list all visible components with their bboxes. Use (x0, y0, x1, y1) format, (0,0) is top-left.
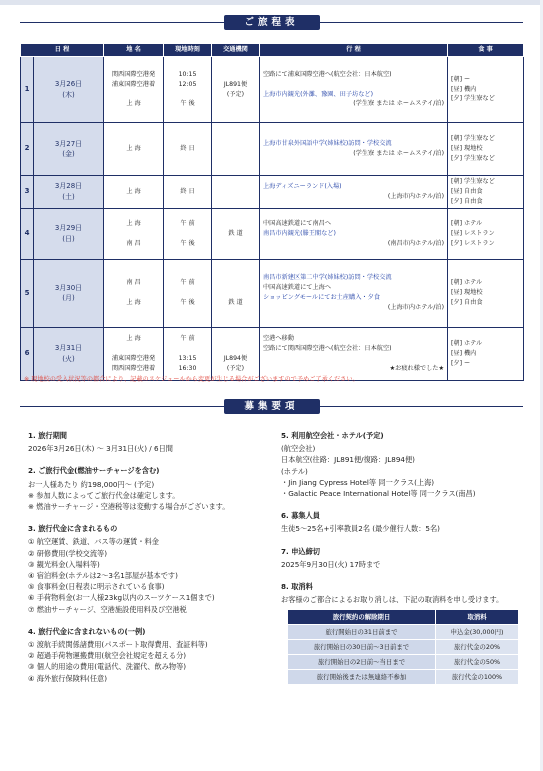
meal-line: [夕] 学生寮など (451, 95, 495, 103)
recruit-block (281, 430, 531, 499)
cancel-fee: 旅行代金の50% (436, 655, 519, 670)
day-weekday: (月) (62, 294, 75, 303)
recruit-block (28, 430, 268, 454)
recruit-line: お客様のご都合によるお取り消しは、下記の取消料を申し受けます。 (281, 595, 504, 605)
recruit-line: ② 研修費用(学校交流等) (28, 548, 108, 558)
schedule-line: 上海市内観光(外灘、豫園、田子坊など) (263, 90, 374, 98)
meal-line: [朝] ホテル (451, 219, 483, 227)
cancel-period: 旅行開始後または無連絡不参加 (288, 670, 436, 685)
day-meals (448, 259, 524, 327)
schedule-line: 空港へ移動 (263, 334, 294, 342)
day-place: 上 海 (104, 123, 164, 176)
schedule-line: 空路にて関西国際空港へ(航空会社：日本航空) (263, 344, 392, 352)
meal-line: [昼] 機内 (451, 349, 477, 357)
meal-line: [夕] 自由食 (451, 197, 483, 205)
recruit-heading: 7. 申込締切 (281, 546, 320, 556)
day-number: 2 (21, 123, 34, 176)
day-schedule (260, 208, 448, 259)
cancellation-table (287, 609, 519, 685)
recruit-line: (航空会社) (281, 444, 316, 454)
day-date (34, 208, 104, 259)
day-date-text: 3月31日 (54, 344, 83, 353)
recruit-line: ① 航空運賃、鉄道、バス等の運賃・料金 (28, 537, 159, 547)
recruit-line: ⑦ 燃油サーチャージ、空港施設使用料及び空港税 (28, 604, 187, 614)
meal-line: [朝] ホテル (451, 339, 483, 347)
day-transport (212, 176, 260, 209)
top-strip (0, 0, 543, 5)
schedule-line: ★お疲れ様でした★ (389, 364, 444, 372)
cancellation-header-row (288, 610, 519, 625)
meal-line: [昼] 現地校 (451, 289, 483, 297)
day-transport: JL894便 (予定) (212, 327, 260, 380)
recruit-block (28, 626, 268, 684)
cancel-period: 旅行開始日の31日前まで (288, 625, 436, 640)
day-date-text: 3月30日 (54, 283, 83, 292)
day-date (34, 57, 104, 123)
day-schedule (260, 123, 448, 176)
day-schedule (260, 176, 448, 209)
recruit-line: お一人様あたり 約198,000円～ (予定) (28, 479, 155, 489)
header-date: 日 程 (21, 44, 104, 57)
schedule-line: 南昌市内観光(滕王閣など) (263, 229, 336, 237)
schedule-line: (学生寮 または ホームステイ/泊) (353, 100, 444, 108)
recruit-heading: 6. 募集人員 (281, 511, 320, 521)
cancellation-row (288, 625, 519, 640)
recruit-heading: 3. 旅行代金に含まれるもの (28, 524, 118, 534)
itinerary-header-row (21, 44, 524, 57)
itinerary-row (21, 259, 524, 327)
day-time: 10:15 12:05 午 後 (164, 57, 212, 123)
day-number: 6 (21, 327, 34, 380)
day-date-text: 3月29日 (54, 224, 83, 233)
recruit-heading: 8. 取消料 (281, 582, 313, 592)
itinerary-row (21, 123, 524, 176)
recruit-line: ・Jin Jiang Cypress Hotel等 同一クラス(上海) (281, 477, 435, 487)
recruit-line: ※ 燃油サーチャージ・空港税等は変動する場合がございます。 (28, 502, 230, 512)
recruit-heading: 5. 利用航空会社・ホテル(予定) (281, 431, 384, 440)
cancellation-row (288, 670, 519, 685)
cancel-period: 旅行開始日の30日前～3日前まで (288, 640, 436, 655)
schedule-line (263, 80, 444, 90)
schedule-line (263, 354, 444, 364)
schedule-line: 空路にて浦東国際空港へ(航空会社：日本航空) (263, 70, 392, 78)
recruit-block (281, 510, 531, 534)
day-place: 関西国際空港発 浦東国際空港着 上 海 (104, 57, 164, 123)
day-place: 上 海 浦東国際空港発 関西国際空港着 (104, 327, 164, 380)
day-time: 終 日 (164, 123, 212, 176)
meal-line: [朝] ー (451, 75, 471, 83)
day-meals (448, 327, 524, 380)
day-weekday: (日) (62, 234, 75, 243)
day-date (34, 327, 104, 380)
cancel-header-fee: 取消料 (436, 610, 519, 625)
day-meals (448, 57, 524, 123)
day-number: 1 (21, 57, 34, 123)
schedule-title-banner (20, 15, 523, 30)
recruit-line: ④ 宿泊料金(ホテルは2～3名1部屋が基本です) (28, 571, 178, 581)
header-itinerary: 行 程 (260, 44, 448, 57)
day-date-text: 3月26日 (54, 80, 83, 88)
recruit-left-column (28, 430, 268, 695)
day-schedule (260, 57, 448, 123)
recruit-line: 生徒5～25名+引率教員2名 (最少催行人数：5名) (281, 524, 440, 534)
day-date (34, 259, 104, 327)
header-transport: 交通機関 (212, 44, 260, 57)
recruit-line: 日本航空(往路：JL891便/復路：JL894便) (281, 455, 415, 465)
day-meals (448, 208, 524, 259)
day-time: 午 前 午 後 (164, 259, 212, 327)
meal-line: [昼] レストラン (451, 229, 495, 237)
header-place: 地 名 (104, 44, 164, 57)
recruit-block (281, 581, 531, 685)
day-schedule (260, 259, 448, 327)
day-date-text: 3月28日 (54, 182, 83, 191)
cancellation-row (288, 655, 519, 670)
itinerary-row (21, 176, 524, 209)
meal-line: [昼] 現地校 (451, 145, 483, 153)
recruit-line: ⑤ 食事料金(日程表に明示されている食事) (28, 582, 165, 592)
meal-line: [夕] 自由食 (451, 299, 483, 307)
day-place: 上 海 (104, 176, 164, 209)
header-meals: 食 事 (448, 44, 524, 57)
day-date-text: 3月27日 (54, 139, 83, 148)
header-time: 現地時刻 (164, 44, 212, 57)
day-place: 上 海 南 昌 (104, 208, 164, 259)
schedule-line: (南昌市内ホテル/泊) (387, 239, 444, 247)
day-transport: JL891便 (予定) (212, 57, 260, 123)
recruit-line: ⑥ 手荷物料金(お一人様23kg以内のスーツケース1個まで) (28, 593, 215, 603)
meal-line: [昼] 自由食 (451, 187, 483, 195)
meal-line: [朝] 学生寮など (451, 178, 495, 185)
day-time: 終 日 (164, 176, 212, 209)
recruit-title-banner (20, 399, 523, 414)
day-weekday: (土) (62, 192, 75, 201)
day-transport (212, 123, 260, 176)
cancellation-row (288, 640, 519, 655)
schedule-line: 南昌市新建区第二中学(姉妹校)訪問・学校交流 (263, 274, 392, 282)
cancel-fee: 申込金(30,000円) (436, 625, 519, 640)
schedule-line: (学生寮 または ホームステイ/泊) (353, 150, 444, 157)
recruit-line: ③ 観光料金(入場料等) (28, 559, 100, 569)
day-date (34, 123, 104, 176)
cancel-fee: 旅行代金の100% (436, 670, 519, 685)
recruit-line: ③ 個人的用途の費用(電話代、洗濯代、飲み物等) (28, 662, 187, 672)
cancel-fee: 旅行代金の20% (436, 640, 519, 655)
recruit-heading: 2. ご旅行代金(燃油サーチャージを含む) (28, 466, 160, 476)
schedule-line: 上海ディズニーランド(入場) (263, 182, 342, 190)
day-number: 3 (21, 176, 34, 209)
day-number: 5 (21, 259, 34, 327)
recruit-line: ・Galactic Peace International Hotel等 同一クラス(南昌) (281, 489, 476, 499)
recruit-line: ② 超過手荷物運搬費用(航空会社規定を超える分) (28, 651, 187, 661)
schedule-line: (上海市内ホテル/泊) (387, 192, 444, 200)
day-schedule (260, 327, 448, 380)
day-transport: 鉄 道 (212, 259, 260, 327)
meal-line: [夕] 学生寮など (451, 154, 495, 162)
recruit-title: 募集要項 (224, 399, 320, 414)
schedule-line: 中国高速鉄道にて上海へ (263, 284, 332, 292)
recruit-block (281, 546, 531, 570)
schedule-notice: ※ 現地校の受入状況等の都合により、記載のスケジュールから変更が生じる場合がございますので予めご了承ください。 (24, 376, 359, 383)
recruit-right-column (281, 430, 531, 696)
schedule-line: ショッピングモールにてお土産購入・夕食 (263, 294, 380, 302)
day-place: 南 昌 上 海 (104, 259, 164, 327)
itinerary-row (21, 208, 524, 259)
day-date (34, 176, 104, 209)
schedule-line: (上海市内ホテル/泊) (387, 304, 444, 312)
recruit-line: ※ 参加人数によってご旅行代金は確定します。 (28, 490, 180, 500)
day-weekday: (金) (62, 150, 75, 158)
cancel-header-date: 旅行契約の解除期日 (288, 610, 436, 625)
recruit-block (28, 465, 268, 512)
meal-line: [夕] レストラン (451, 239, 495, 247)
day-weekday: (火) (62, 354, 75, 363)
itinerary-table (20, 43, 524, 381)
cancel-period: 旅行開始日の2日前～当日まで (288, 655, 436, 670)
day-meals (448, 123, 524, 176)
day-number: 4 (21, 208, 34, 259)
meal-line: [朝] 学生寮など (451, 135, 495, 143)
meal-line: [昼] 機内 (451, 85, 477, 93)
day-transport: 鉄 道 (212, 208, 260, 259)
day-time: 午 前 午 後 (164, 208, 212, 259)
recruit-line: 2026年3月26日(木) ～ 3月31日(火) / 6日間 (28, 444, 173, 454)
schedule-line: 中国高速鉄道にて南昌へ (263, 219, 332, 227)
recruit-line: (ホテル) (281, 466, 308, 476)
itinerary-body (21, 57, 524, 381)
recruit-heading: 1. 旅行期間 (28, 431, 67, 440)
recruit-line: ④ 海外旅行保険料(任意) (28, 673, 108, 683)
recruit-block (28, 523, 268, 615)
recruit-line: 2025年9月30日(火) 17時まで (281, 559, 381, 569)
schedule-title: ご旅程表 (224, 15, 320, 30)
recruit-line: ① 渡航手続関係諸費用(パスポート取得費用、査証料等) (28, 640, 208, 650)
meal-line: [朝] ホテル (451, 279, 483, 287)
itinerary-row (21, 57, 524, 123)
day-time: 午 前 13:15 16:30 (164, 327, 212, 380)
recruit-heading: 4. 旅行代金に含まれないもの(一例) (28, 626, 146, 636)
day-meals (448, 176, 524, 209)
schedule-line: 上海市甘泉外国語中学(姉妹校)訪問・学校交流 (263, 140, 392, 148)
itinerary-row (21, 327, 524, 380)
meal-line: [夕] ー (451, 359, 471, 367)
day-weekday: (木) (62, 90, 75, 99)
